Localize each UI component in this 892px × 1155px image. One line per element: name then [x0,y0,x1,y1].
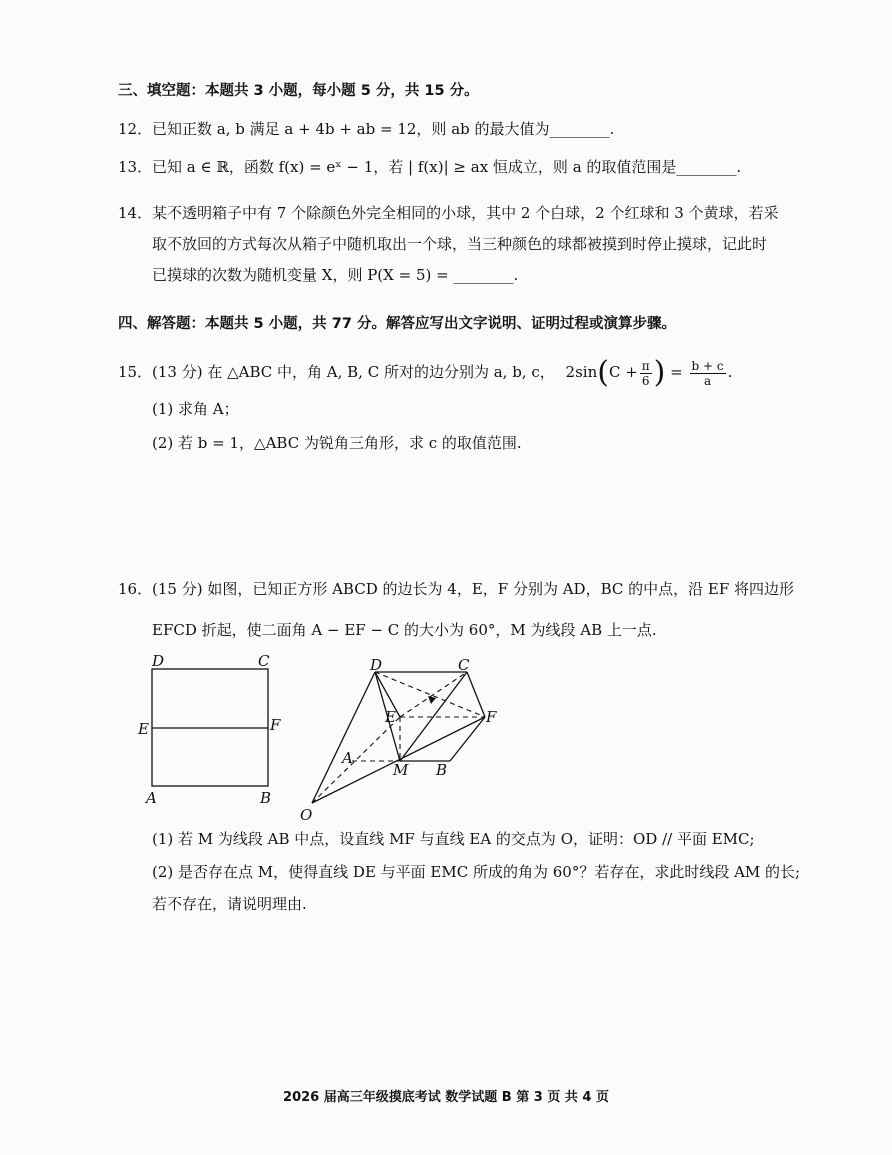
question-15-part-1: (1) 求角 A； [152,400,239,418]
label-c: C [258,652,270,670]
label-e: E [138,720,149,738]
label-d: D [370,656,383,674]
question-14 [118,202,779,224]
edge-od [312,672,375,803]
edge-oe-hidden [312,717,400,803]
fraction-numerator: π [641,358,650,373]
label-a: A [342,749,353,767]
question-16-number: 16． [118,580,153,598]
right-paren: ) [653,355,666,390]
label-f: F [270,716,281,734]
section-4-title: 四、解答题：本题共 5 小题，共 77 分。解答应写出文字说明、证明过程或演算步骤。 [118,316,676,332]
equation-inner: C + [608,363,638,381]
question-14-line-3: 已摸球的次数为随机变量 X，则 P(X = 5) = ________. [152,266,519,284]
edge-fb [450,717,485,761]
page-footer: 2026 届高三年级摸底考试 数学试题 B 第 3 页 共 4 页 [283,1090,609,1105]
label-b: B [436,761,448,779]
question-14-number: 14． [118,204,153,222]
label-f: F [486,708,497,726]
question-15: 15．(13 分) 在 △ABC 中，角 A, B, C 所对的边分别为 a, b, c， 2sin(C + $\frac{\pi}{6}$ ) = $\frac{b + c}{a}$ . [118,355,733,390]
question-13 [118,156,741,178]
fraction-denominator: 6 [641,373,650,388]
question-12-text: 已知正数 a, b 满足 a + 4b + ab = 12，则 ab 的最大值为________. [152,120,615,138]
section-3-title: 三、填空题：本题共 3 小题，每小题 5 分，共 15 分。 [118,83,479,99]
edge-of [312,717,485,803]
question-16 [118,578,794,600]
question-16-line-2: EFCD 折起，使二面角 A − EF − C 的大小为 60°，M 为线段 AB 上一点. [152,621,657,639]
arrow-marker [428,696,436,704]
question-16-line-1: (15 分) 如图，已知正方形 ABCD 的边长为 4，E，F 分别为 AD，BC 的中点，沿 EF 将四边形 [152,580,795,598]
label-m: M [393,761,409,779]
equation-lhs: 2sin [565,363,598,381]
question-14-line-2: 取不放回的方式每次从箱子中随机取出一个球，当三种颜色的球都被摸到时停止摸球，记此时 [152,235,768,253]
question-12-number: 12． [118,120,153,138]
figure-square [130,650,300,810]
question-16-part-2: (2) 是否存在点 M，使得直线 DE 与平面 EMC 所成的角为 60°？若存在，求此时线段 AM 的长; [152,863,801,881]
question-14-line-1: 某不透明箱子中有 7 个除颜色外完全相同的小球，其中 2 个白球，2 个红球和 3 个黄球，若采 [152,204,779,222]
label-d: D [152,652,165,670]
edge-ec-hidden [400,672,467,717]
question-16-part-3: 若不存在，请说明理由. [152,895,307,913]
figure-folded-solid [300,650,520,825]
question-15-text: (13 分) 在 △ABC 中，角 A, B, C 所对的边分别为 a, b, c， [152,363,555,381]
question-15-part-2: (2) 若 b = 1，△ABC 为锐角三角形，求 c 的取值范围. [152,434,522,452]
pi-over-6-fraction [640,359,652,388]
question-13-number: 13． [118,158,153,176]
rhs-fraction [690,359,726,388]
question-15-number: 15． [118,363,153,381]
label-c: C [458,656,470,674]
question-12 [118,118,614,140]
label-a: A [146,789,157,807]
rhs-denominator: a [704,373,712,388]
left-paren: ( [597,355,609,390]
rhs-numerator: b + c [691,358,724,373]
question-13-text: 已知 a ∈ ℝ，函数 f(x) = eˣ − 1，若 | f(x)| ≥ ax 恒成立，则 a 的取值范围是________. [152,158,742,176]
question-16-part-1: (1) 若 M 为线段 AB 中点，设直线 MF 与直线 EA 的交点为 O，证明：OD // 平面 EMC; [152,830,755,848]
label-b: B [260,789,272,807]
label-o: O [300,806,313,824]
label-e: E [385,708,396,726]
